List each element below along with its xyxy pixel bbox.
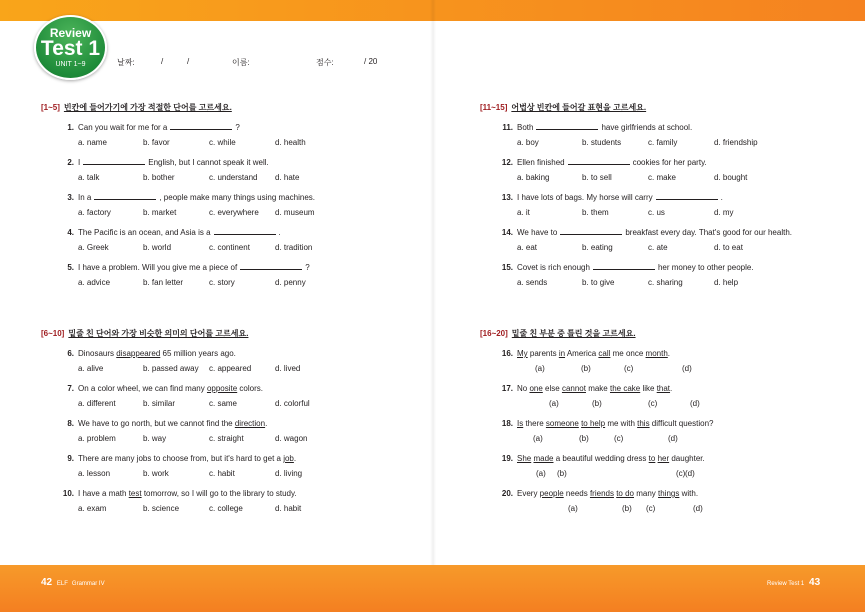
question-4: [60, 228, 281, 237]
question-number: 15.: [501, 263, 513, 272]
part-marker[interactable]: (c): [614, 434, 624, 443]
answer-option[interactable]: b. bother: [143, 173, 175, 182]
question-number: 12.: [501, 158, 513, 167]
answer-option[interactable]: b. them: [582, 208, 609, 217]
answer-option[interactable]: b. fan letter: [143, 278, 184, 287]
answer-option[interactable]: a. different: [78, 399, 116, 408]
question-number: 5.: [67, 263, 74, 272]
name-label: 이름:: [232, 58, 250, 67]
answer-option[interactable]: d. help: [714, 278, 739, 287]
sentence-text: her money to other people.: [657, 263, 754, 272]
answer-option[interactable]: c. us: [648, 208, 665, 217]
answer-option[interactable]: a. lesson: [78, 469, 111, 478]
answer-option[interactable]: d. tradition: [275, 243, 313, 252]
sentence-text: I have a math: [78, 489, 129, 498]
answer-option[interactable]: d. friendship: [714, 138, 758, 147]
sentence-text: have girlfriends at school.: [601, 123, 693, 132]
answer-option[interactable]: b. way: [143, 434, 167, 443]
sentence-text: We have to: [517, 228, 558, 237]
answer-option[interactable]: b. science: [143, 504, 180, 513]
question-5: [60, 263, 310, 272]
answer-blank[interactable]: [536, 123, 598, 130]
underlined-part: one: [529, 384, 543, 393]
underlined-part: month: [645, 349, 668, 358]
answer-option[interactable]: d. habit: [275, 504, 302, 513]
sentence-text: there: [523, 419, 546, 428]
question-number: 2.: [67, 158, 74, 167]
answer-option[interactable]: b. to sell: [582, 173, 612, 182]
sentence-text: tomorrow, so I will go to the library to study.: [141, 489, 297, 498]
question-number: 19.: [501, 454, 513, 463]
sentence-text: with.: [679, 489, 699, 498]
question-17: [499, 384, 672, 393]
answer-option[interactable]: b. market: [143, 208, 177, 217]
question-number: 11.: [502, 123, 513, 132]
answer-option[interactable]: d. lived: [275, 364, 301, 373]
answer-option[interactable]: d. bought: [714, 173, 748, 182]
sentence-text: .: [667, 349, 671, 358]
part-marker[interactable]: (c): [648, 399, 658, 408]
question-number: 6.: [67, 349, 74, 358]
answer-option[interactable]: d. hate: [275, 173, 300, 182]
sentence-text: I have lots of bags. My horse will carry: [517, 193, 653, 202]
underlined-part: Is: [517, 419, 524, 428]
sentence-text: We have to go north, but we cannot find the: [78, 419, 235, 428]
underlined-part: this: [637, 419, 650, 428]
badge-review-label: Review: [49, 26, 92, 40]
underlined-word: job: [283, 454, 294, 463]
answer-option[interactable]: c. appeared: [209, 364, 252, 373]
answer-option[interactable]: b. students: [582, 138, 622, 147]
answer-option[interactable]: c. understand: [209, 173, 258, 182]
part-marker[interactable]: (b): [579, 434, 589, 443]
answer-option[interactable]: b. similar: [143, 399, 176, 408]
sentence-text: I have a problem. Will you give me a piece of: [78, 263, 238, 272]
part-marker[interactable]: (d): [668, 434, 678, 443]
question-13: [499, 193, 723, 202]
underlined-part: people: [539, 489, 564, 498]
sentence-text: Can you wait for me for a: [78, 123, 168, 132]
sentence-text: me once: [610, 349, 646, 358]
part-marker[interactable]: (b): [622, 504, 632, 513]
underlined-part: things: [658, 489, 680, 498]
answer-option[interactable]: c. same: [209, 399, 238, 408]
underlined-word: opposite: [206, 384, 238, 393]
question-number: 20.: [501, 489, 513, 498]
sentence-text: daughter.: [669, 454, 705, 463]
question-15: [499, 263, 754, 272]
score-total: / 20: [364, 57, 378, 66]
footer-book-title: ELF: [56, 581, 68, 587]
answer-option[interactable]: c. continent: [209, 243, 250, 252]
section-number: [6~10]: [41, 329, 65, 338]
sentence-text: make: [585, 384, 610, 393]
underlined-part: to help: [581, 419, 606, 428]
footer-book-subtitle: Grammar IV: [71, 581, 105, 587]
section-instruction: 밑줄 친 부분 중 틀린 것을 고르세요.: [511, 329, 636, 338]
sentence-text: .: [278, 228, 281, 237]
sentence-text: ?: [305, 263, 310, 272]
page-number-left: 42: [41, 577, 53, 588]
footer-right: [765, 577, 820, 588]
score-label: 점수:: [316, 58, 334, 67]
sentence-text: else: [542, 384, 562, 393]
answer-option[interactable]: d. wagon: [275, 434, 308, 443]
question-16: [499, 349, 670, 358]
underlined-part: that: [656, 384, 671, 393]
sentence-text: Dinosaurs: [78, 349, 117, 358]
sentence-text: breakfast every day. That's good for our health.: [625, 228, 792, 237]
part-marker[interactable]: (c): [624, 364, 634, 373]
sentence-text: I: [78, 158, 81, 167]
section-instruction: 밑줄 친 단어와 가장 비슷한 의미의 단어를 고르세요.: [68, 329, 249, 338]
question-1: [60, 123, 240, 132]
question-18: [499, 419, 713, 428]
sentence-text: , people make many things using machines.: [159, 193, 315, 202]
answer-option[interactable]: a. Greek: [78, 243, 109, 252]
question-11: [499, 123, 692, 132]
review-test-badge: [34, 15, 107, 80]
sentence-text: English, but I cannot speak it well.: [148, 158, 269, 167]
question-number: 7.: [67, 384, 74, 393]
question-number: 10.: [62, 489, 74, 498]
bottom-color-bar: [0, 565, 865, 612]
sentence-text: me with: [605, 419, 638, 428]
answer-option[interactable]: d. colorful: [275, 399, 310, 408]
part-marker[interactable]: (a): [549, 399, 559, 408]
answer-option[interactable]: a. sends: [517, 278, 548, 287]
sentence-text: Covet is rich enough: [517, 263, 590, 272]
sentence-text: like: [640, 384, 657, 393]
section-number: [1~5]: [41, 103, 60, 112]
sentence-text: needs: [563, 489, 590, 498]
answer-option[interactable]: b. eating: [582, 243, 613, 252]
answer-option[interactable]: b. favor: [143, 138, 170, 147]
underlined-word: test: [128, 489, 142, 498]
section-heading-11-15: [480, 102, 646, 113]
answer-option[interactable]: c. story: [209, 278, 235, 287]
sentence-text: 65 million years ago.: [160, 349, 236, 358]
answer-blank[interactable]: [214, 228, 276, 235]
part-marker[interactable]: (a): [533, 434, 543, 443]
answer-option[interactable]: a. eat: [517, 243, 538, 252]
sentence-text: many: [634, 489, 659, 498]
sentence-text: Ellen finished: [517, 158, 565, 167]
answer-option[interactable]: c. habit: [209, 469, 235, 478]
answer-option[interactable]: c. while: [209, 138, 236, 147]
underlined-part: cannot: [561, 384, 586, 393]
section-number: [11~15]: [480, 103, 508, 112]
answer-option[interactable]: c. family: [648, 138, 678, 147]
section-heading-1-5: [41, 102, 232, 113]
answer-option[interactable]: a. alive: [78, 364, 104, 373]
question-number: 1.: [67, 123, 74, 132]
part-marker[interactable]: (c): [676, 469, 686, 478]
question-2: [60, 158, 269, 167]
badge-test-title: Test 1: [40, 37, 101, 60]
question-number: 18.: [501, 419, 513, 428]
date-slash-2: /: [187, 57, 190, 66]
sentence-text: On a color wheel, we can find many: [78, 384, 207, 393]
answer-option[interactable]: c. everywhere: [209, 208, 259, 217]
sentence-text: ?: [235, 123, 240, 132]
part-marker[interactable]: (a): [536, 469, 546, 478]
part-marker[interactable]: (b): [557, 469, 567, 478]
footer-left: [41, 577, 107, 588]
answer-option[interactable]: d. living: [275, 469, 303, 478]
part-marker[interactable]: (c): [646, 504, 656, 513]
question-number: 13.: [501, 193, 513, 202]
part-marker[interactable]: (d): [682, 364, 692, 373]
question-14: [499, 228, 792, 237]
underlined-word: disappeared: [116, 349, 161, 358]
answer-option[interactable]: d. my: [714, 208, 734, 217]
part-marker[interactable]: (b): [592, 399, 602, 408]
answer-blank[interactable]: [240, 263, 302, 270]
answer-blank[interactable]: [94, 193, 156, 200]
question-6: [60, 349, 236, 358]
page-spine: [430, 0, 436, 612]
answer-option[interactable]: b. world: [143, 243, 172, 252]
underlined-part: My: [517, 349, 528, 358]
underlined-part: to do: [616, 489, 634, 498]
sentence-text: .: [670, 384, 673, 393]
answer-option[interactable]: a. exam: [78, 504, 107, 513]
answer-option[interactable]: c. ate: [648, 243, 668, 252]
answer-option[interactable]: d. health: [275, 138, 306, 147]
question-number: 8.: [67, 419, 74, 428]
sentence-text: parents: [527, 349, 559, 358]
answer-blank[interactable]: [83, 158, 145, 165]
sentence-text: .: [293, 454, 297, 463]
sentence-text: The Pacific is an ocean, and Asia is a: [78, 228, 211, 237]
answer-option[interactable]: a. talk: [78, 173, 100, 182]
answer-option[interactable]: a. factory: [78, 208, 111, 217]
part-marker[interactable]: (d): [685, 469, 695, 478]
sentence-text: There are many jobs to choose from, but it's hard to get a: [78, 454, 284, 463]
question-number: 17.: [501, 384, 513, 393]
part-marker[interactable]: (a): [568, 504, 578, 513]
sentence-text: a beautiful wedding dress: [553, 454, 649, 463]
answer-option[interactable]: c. sharing: [648, 278, 683, 287]
answer-option[interactable]: b. work: [143, 469, 169, 478]
answer-option[interactable]: d. penny: [275, 278, 306, 287]
answer-blank[interactable]: [568, 158, 630, 165]
sentence-text: .: [265, 419, 268, 428]
part-marker[interactable]: (a): [535, 364, 545, 373]
underlined-part: in: [558, 349, 566, 358]
question-7: [60, 384, 263, 393]
sentence-text: difficult question?: [649, 419, 714, 428]
sentence-text: No: [517, 384, 530, 393]
part-marker[interactable]: (b): [581, 364, 591, 373]
answer-option[interactable]: c. straight: [209, 434, 244, 443]
answer-option[interactable]: b. passed away: [143, 364, 199, 373]
answer-option[interactable]: b. to give: [582, 278, 615, 287]
underlined-part: call: [598, 349, 611, 358]
question-number: 4.: [67, 228, 74, 237]
answer-option[interactable]: a. it: [517, 208, 530, 217]
question-8: [60, 419, 267, 428]
answer-blank[interactable]: [560, 228, 622, 235]
section-heading-6-10: [41, 328, 248, 339]
sentence-text: colors.: [237, 384, 263, 393]
answer-blank[interactable]: [170, 123, 232, 130]
question-number: 9.: [67, 454, 74, 463]
question-number: 14.: [501, 228, 513, 237]
answer-option[interactable]: c. make: [648, 173, 677, 182]
underlined-part: to: [648, 454, 656, 463]
question-12: [499, 158, 707, 167]
sentence-text: cookies for her party.: [632, 158, 707, 167]
answer-option[interactable]: a. baking: [517, 173, 550, 182]
answer-option[interactable]: a. name: [78, 138, 107, 147]
underlined-part: her: [657, 454, 670, 463]
underlined-part: someone: [545, 419, 579, 428]
footer-test-name: Review Test 1: [767, 581, 805, 587]
question-19: [499, 454, 705, 463]
part-marker[interactable]: (d): [690, 399, 700, 408]
question-number: 3.: [67, 193, 74, 202]
answer-option[interactable]: d. to eat: [714, 243, 743, 252]
date-label: 날짜:: [117, 58, 135, 67]
underlined-part: friends: [589, 489, 614, 498]
answer-option[interactable]: a. problem: [78, 434, 116, 443]
question-3: [60, 193, 315, 202]
question-number: 16.: [501, 349, 513, 358]
question-20: [499, 489, 698, 498]
answer-option[interactable]: a. advice: [78, 278, 111, 287]
page-number-right: 43: [809, 577, 821, 588]
question-10: [60, 489, 297, 498]
badge-unit-range: UNIT 1~9: [55, 61, 86, 68]
underlined-part: made: [533, 454, 554, 463]
answer-option[interactable]: a. boy: [517, 138, 539, 147]
sentence-text: Every: [517, 489, 540, 498]
section-instruction: 빈칸에 들어가기에 가장 적절한 단어를 고르세요.: [63, 103, 232, 112]
sentence-text: Both: [517, 123, 534, 132]
section-number: [16~20]: [480, 329, 508, 338]
sentence-text: .: [720, 193, 723, 202]
section-heading-16-20: [480, 328, 636, 339]
sentence-text: America: [565, 349, 599, 358]
underlined-word: direction: [234, 419, 266, 428]
answer-option[interactable]: c. college: [209, 504, 243, 513]
answer-blank[interactable]: [656, 193, 718, 200]
answer-option[interactable]: d. museum: [275, 208, 315, 217]
sentence-text: In a: [78, 193, 92, 202]
part-marker[interactable]: (d): [693, 504, 703, 513]
underlined-part: the cake: [609, 384, 641, 393]
underlined-part: She: [517, 454, 532, 463]
question-9: [60, 454, 296, 463]
answer-blank[interactable]: [593, 263, 655, 270]
section-instruction: 어법상 빈칸에 들어갈 표현을 고르세요.: [511, 103, 647, 112]
date-slash-1: /: [161, 57, 164, 66]
